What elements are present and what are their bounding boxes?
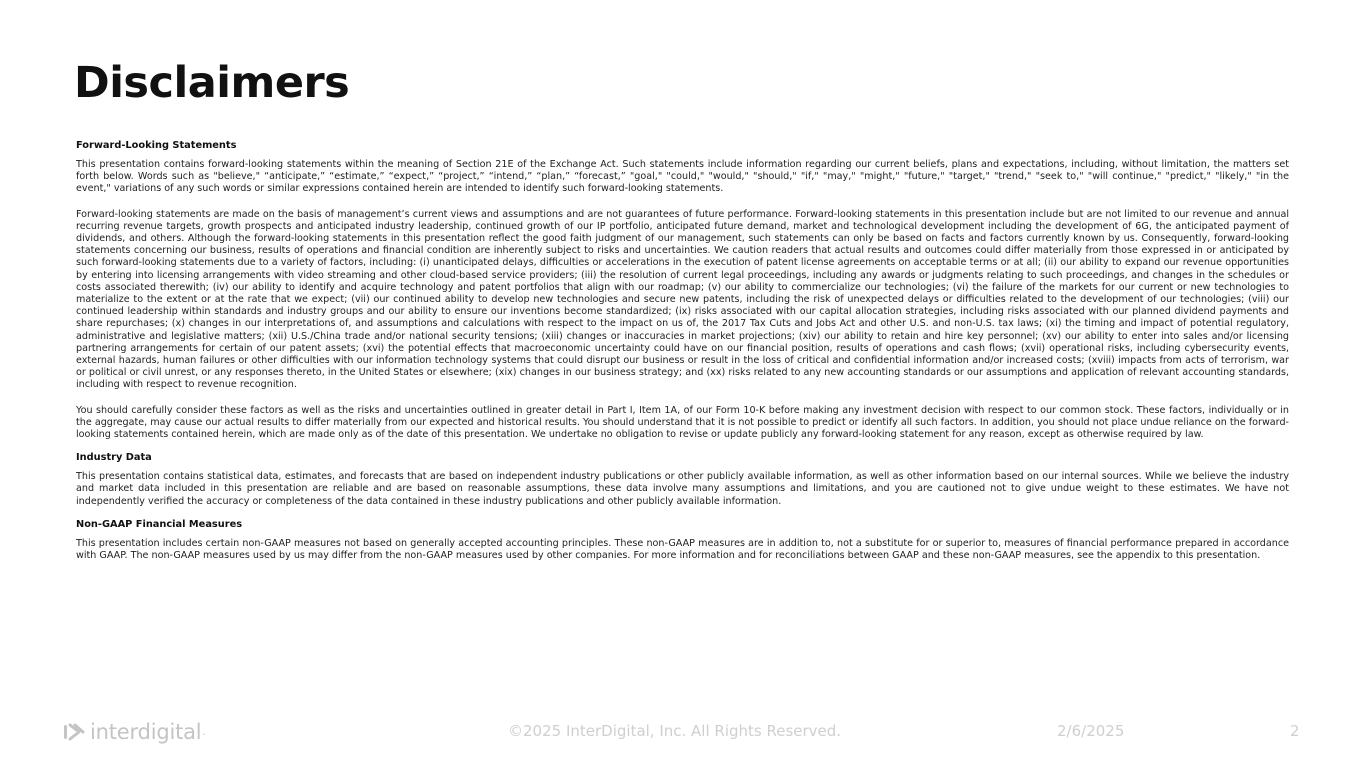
logo-wordmark: interdigital bbox=[90, 720, 202, 744]
spacer bbox=[76, 392, 1289, 405]
non-gaap-paragraph: This presentation includes certain non-GAAP measures not based on generally accepted accounting principles. These non-GAAP measures are in addition to, not a substitute for or superior to, measures of financial performance prepared in accordance with GAAP. The non-GAAP measures used by us may differ from the non-GAAP measures used by other companies. For more information and for reconciliations between GAAP and these non-GAAP measures, see the appendix to this presentation. bbox=[76, 537, 1289, 562]
industry-data-paragraph: This presentation contains statistical data, estimates, and forecasts that are based on independent industry publications or other publicly available information, as well as other information based on our internal sources. While we believe the industry and market data included in this presentation are reliable and are based on reasonable assumptions, these data involve many assumptions and limitations, and you are cautioned not to give undue weight to these estimates. We have not independently verified the accuracy or completeness of the data contained in these industry publications and other publicly available information. bbox=[76, 471, 1289, 507]
page-number: 2 bbox=[1290, 722, 1300, 740]
interdigital-logo-icon bbox=[62, 720, 86, 744]
forward-looking-paragraph-3: You should carefully consider these factors as well as the risks and uncertainties outlined in greater detail in Part I, Item 1A, of our Form 10-K before making any investment decision with respect to our common stock. These factors, individually or in the aggregate, may cause our actual results to differ materially from our expected and historical results. You should understand that it is not possible to predict or identify all such factors. In addition, you should not place undue reliance on the forward-looking statements contained herein, which are made only as of the date of this presentation. We undertake no obligation to revise or update publicly any forward-looking statement for any reason, except as otherwise required by law. bbox=[76, 404, 1289, 441]
spacer bbox=[76, 196, 1289, 209]
spacer bbox=[76, 441, 1289, 452]
forward-looking-paragraph-1: This presentation contains forward-looking statements within the meaning of Section 21E of the Exchange Act. Such statements include information regarding our current beliefs, plans and expectations, including, without limitation, the matters set forth below. Words such as "believe," “anticipate,” “estimate,” “expect,” “project,” “intend,” “plan,” “forecast,” "goal," "could," "would," "should," "if," "may," "might," "future," "target," "trend," "seek to," "will continue," "predict," "likely," "in the event," variations of any such words or similar expressions contained herein are intended to identify such forward-looking statements. bbox=[76, 159, 1289, 195]
footer-logo bbox=[62, 717, 205, 747]
section-heading-non-gaap: Non-GAAP Financial Measures bbox=[76, 518, 243, 530]
logo-mark: . bbox=[202, 726, 206, 738]
disclaimer-content bbox=[76, 140, 1289, 562]
section-heading-industry-data: Industry Data bbox=[76, 452, 152, 464]
footer-date: 2/6/2025 bbox=[1057, 722, 1125, 740]
page-title: Disclaimers bbox=[74, 58, 350, 108]
section-heading-forward-looking: Forward-Looking Statements bbox=[76, 140, 237, 151]
spacer bbox=[76, 508, 1289, 519]
footer-copyright: ©2025 InterDigital, Inc. All Rights Reserved. bbox=[508, 722, 842, 740]
forward-looking-paragraph-2: Forward-looking statements are made on the basis of management’s current views and assumptions and are not guarantees of future performance. Forward-looking statements in this presentation include but are not limited to our revenue and annual recurring revenue targets, growth prospects and anticipated industry leadership, continued growth of our IP portfolio, anticipated future demand, market and technological development including the development of 6G, the anticipated payment of dividends, and others. Although the forward-looking statements in this presentation reflect the good faith judgment of our management, such statements can only be based on facts and factors currently known by us. Consequently, forward-looking statements concerning our business, results of operations and financial condition are inherently subject to risks and uncertainties. We caution readers that actual results and outcomes could differ materially from those expressed in or anticipated by such forward-looking statements due to a variety of factors, including: (i) unanticipated delays, difficulties or accelerations in the execution of patent license agreements on acceptable terms or at all; (ii) our ability to expand our revenue opportunities by entering into licensing arrangements with video streaming and other cloud-based service providers; (iii) the resolution of current legal proceedings, including any awards or judgments relating to such proceedings, and changes in the schedules or costs associated therewith; (iv) our ability to identify and acquire technology and patent portfolios that align with our roadmap; (v) our ability to commercialize our technologies; (vi) the failure of the markets for our current or new technologies to materialize to the extent or at the rate that we expect; (vii) our continued ability to develop new technologies and secure new patents, including the risk of unexpected delays or difficulties related to the development of our technologies; (viii) our continued leadership within standards and industry groups and our ability to ensure our inventions become standardized; (ix) risks associated with our capital allocation strategies, including risks associated with our planned dividend payments and share repurchases; (x) changes in our interpretations of, and assumptions and calculations with respect to the impact on us of, the 2017 Tax Cuts and Jobs Act and other U.S. and non-U.S. tax laws; (xi) the timing and impact of potential regulatory, administrative and legislative matters; (xii) U.S./China trade and/or national security tensions; (xiii) changes or inaccuracies in market projections; (xiv) our ability to retain and hire key personnel; (xv) our ability to enter into sales and/or licensing partnering arrangements for certain of our patent assets; (xvi) the potential effects that macroeconomic uncertainty could have on our financial position, results of operations and cash flows; (xvii) operational risks, including cybersecurity events, external hazards, human failures or other difficulties with our information technology systems that could disrupt our business or result in the loss of critical and confidential information and/or increased costs; (xviii) impacts from acts of terrorism, war or political or civil unrest, or any responses thereto, in the United States or elsewhere; (xix) changes in our business strategy; and (xx) risks related to any new accounting standards or our assumptions and application of relevant accounting standards, including with respect to revenue recognition. bbox=[76, 208, 1289, 391]
